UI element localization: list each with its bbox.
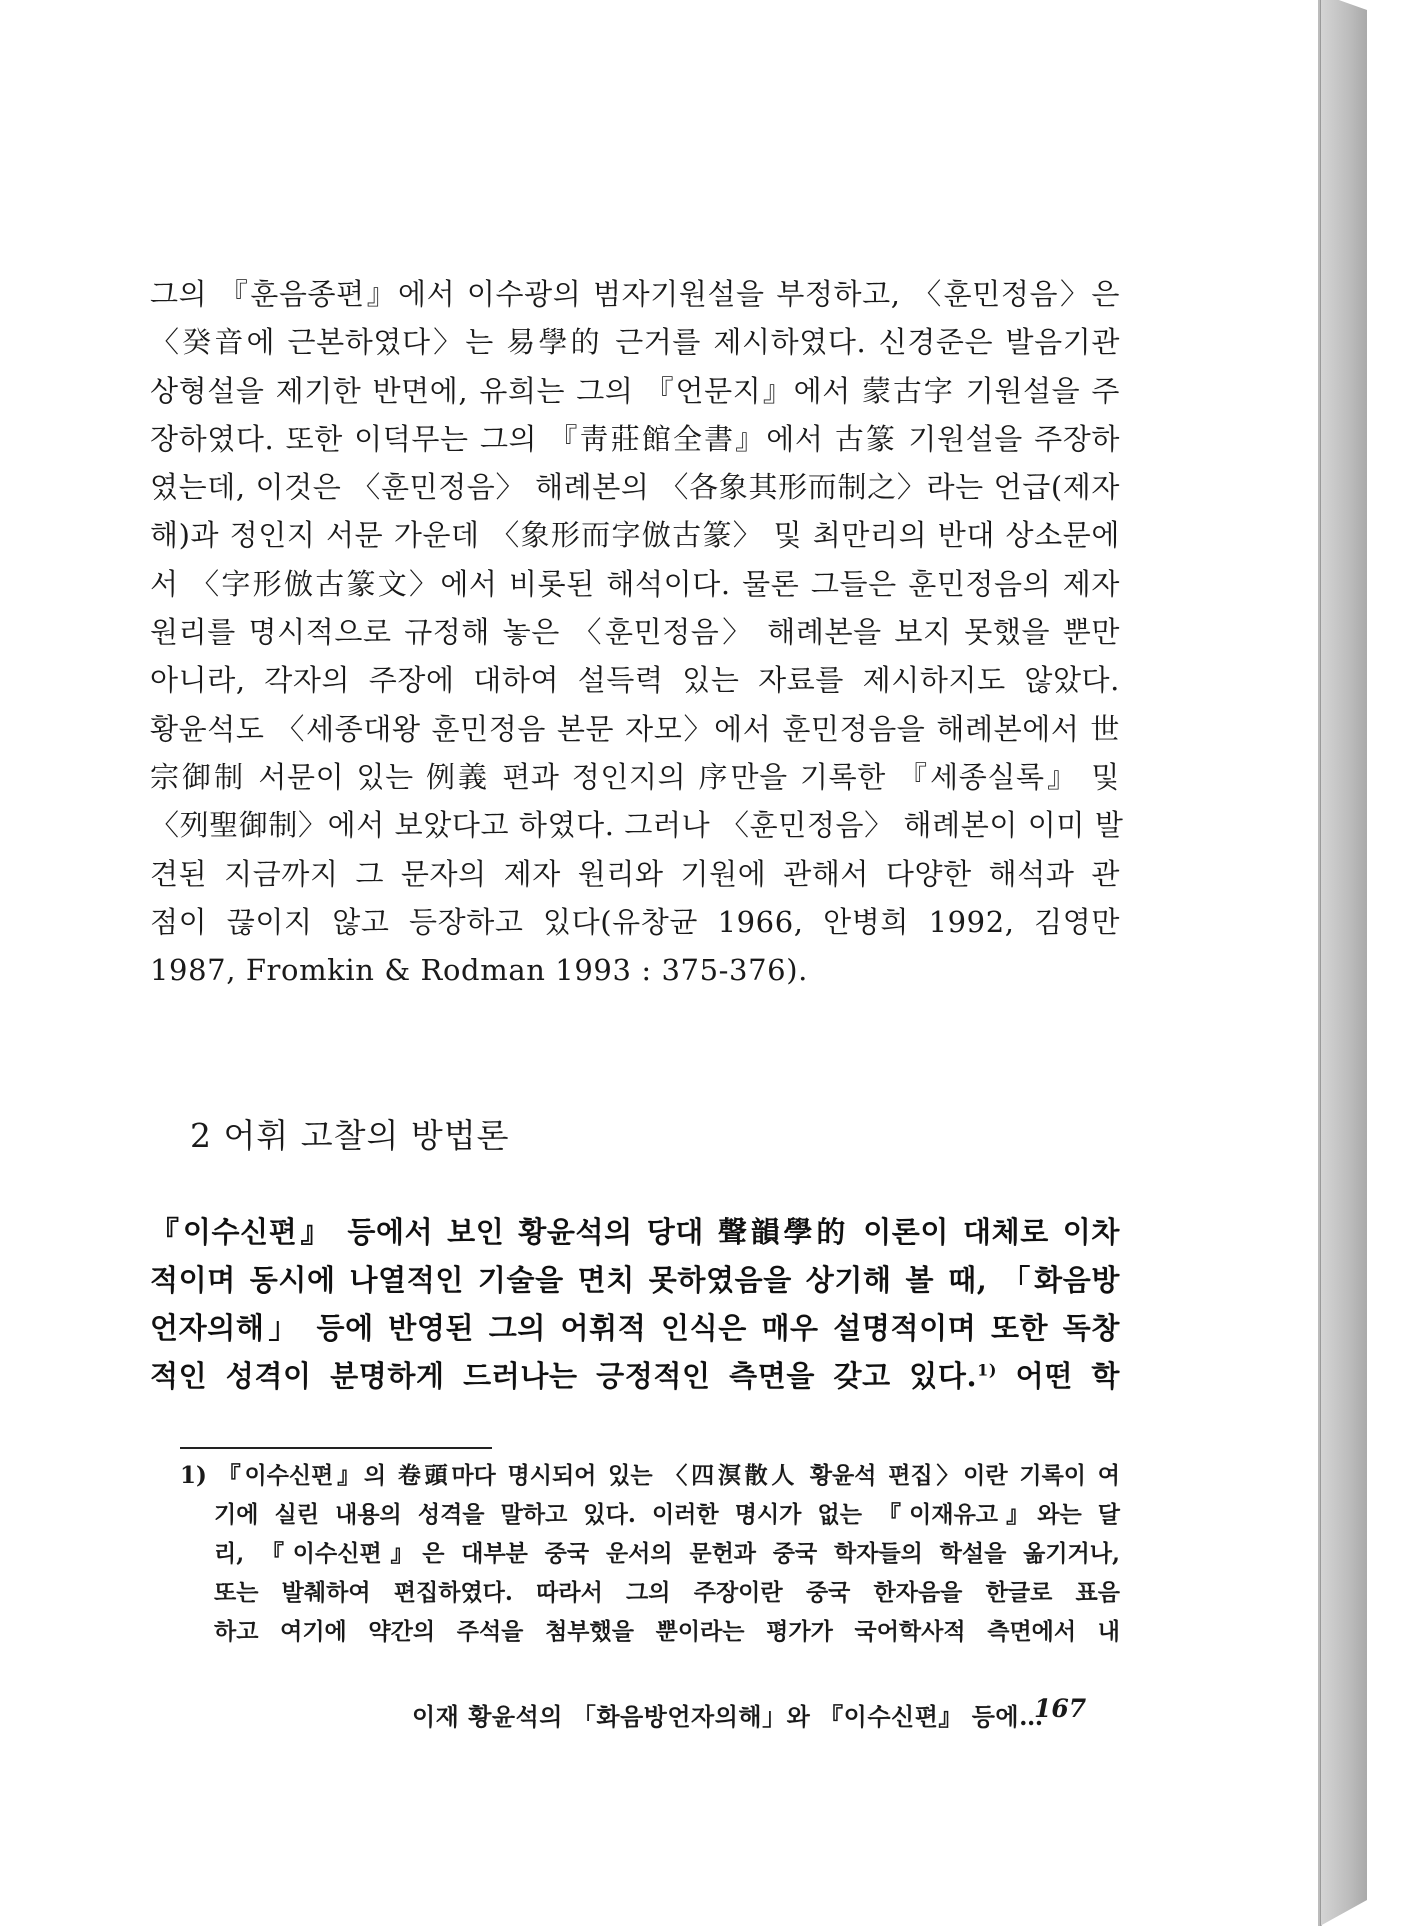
text-line: 상형설을 제기한 반면에, 유희는 그의 『언문지』에서 蒙古字 기원설을 주 [150,373,1120,408]
text-line: 였는데, 이것은 〈훈민정음〉 해례본의 〈各象其形而制之〉라는 언급(제자 [150,470,1120,505]
footnote-reference[interactable]: 1) [977,1360,998,1380]
text-line: 원리를 명시적으로 규정해 놓은 〈훈민정음〉 해례본을 보지 못했을 뿐만 [150,615,1120,650]
text-line-content: 적인 성격이 분명하게 드러나는 긍정적인 측면을 갖고 있다. [150,1359,978,1393]
text-line: 아니라, 각자의 주장에 대하여 설득력 있는 자료를 제시하지도 않았다. [150,663,1120,698]
footnote-divider [180,1447,492,1449]
text-line: 해)과 정인지 서문 가운데 〈象形而字倣古篆〉 및 최만리의 반대 상소문에 [150,518,1120,553]
footnote-line: 기에 실린 내용의 성격을 말하고 있다. 이러한 명시가 없는 『이재유고』와는 달 [214,1501,1120,1528]
text-line-with-footnote [150,1352,1120,1400]
text-line: 황윤석도 〈세종대왕 훈민정음 본문 자모〉에서 훈민정음을 해례본에서 世 [150,711,1120,746]
text-line: 宗御制 서문이 있는 例義 편과 정인지의 序만을 기록한 『세종실록』 및 [150,759,1120,794]
footnote-line [180,1456,1120,1495]
text-line: 그의 『훈음종편』에서 이수광의 범자기원설을 부정하고, 〈훈민정음〉은 [150,277,1120,311]
text-line: 〈癸音에 근본하였다〉는 易學的 근거를 제시하였다. 신경준은 발음기관 [150,325,1120,360]
text-line: 〈列聖御制〉에서 보았다고 하였다. 그러나 〈훈민정음〉 해례본이 이미 발 [150,808,1124,843]
body-paragraph-2 [150,1208,1120,1400]
book-side-edge [1320,0,1367,1926]
footnote-number: 1) [180,1462,207,1489]
footnote-line: 또는 발췌하여 편집하였다. 따라서 그의 주장이란 중국 한자음을 한글로 표음 [214,1579,1120,1606]
section-heading: 2 어휘 고찰의 방법론 [190,1116,510,1155]
text-line: 1987, Fromkin & Rodman 1993 : 375-376). [150,953,808,988]
text-line: 적이며 동시에 나열적인 기술을 면치 못하였음을 상기해 볼 때, 「화음방 [150,1263,1120,1297]
text-line: 장하였다. 또한 이덕무는 그의 『靑莊館全書』에서 古篆 기원설을 주장하 [150,421,1120,456]
running-footer-title: 이재 황윤석의 「화음방언자의해」와 『이수신편』 등에… [412,1702,1044,1731]
footnote-text: 『이수신편』의 卷頭마다 명시되어 있는 〈四溟散人 황윤석 편집〉이란 기록이 여 [214,1462,1120,1489]
footnote-line: 하고 여기에 약간의 주석을 첨부했을 뿐이라는 평가가 국어학사적 측면에서 내 [214,1618,1120,1645]
text-line: 견된 지금까지 그 문자의 제자 원리와 기원에 관해서 다양한 해석과 관 [150,856,1120,891]
text-line: 서 〈字形倣古篆文〉에서 비롯된 해석이다. 물론 그들은 훈민정음의 제자 [150,566,1120,601]
text-line-tail: 어떤 학 [997,1359,1120,1393]
body-paragraph-1 [150,270,1124,994]
text-line: 언자의해」 등에 반영된 그의 어휘적 인식은 매우 설명적이며 또한 독창 [150,1311,1120,1345]
footnote [180,1456,1120,1651]
footnote-line: 리, 『이수신편』은 대부분 중국 운서의 문헌과 중국 학자들의 학설을 옮기거나, [214,1540,1120,1567]
text-line: 점이 끊이지 않고 등장하고 있다(유창균 1966, 안병희 1992, 김영만 [150,904,1120,939]
page-number: 167 [1034,1694,1087,1723]
text-line: 『이수신편』 등에서 보인 황윤석의 당대 聲韻學的 이론이 대체로 이차 [150,1215,1120,1249]
